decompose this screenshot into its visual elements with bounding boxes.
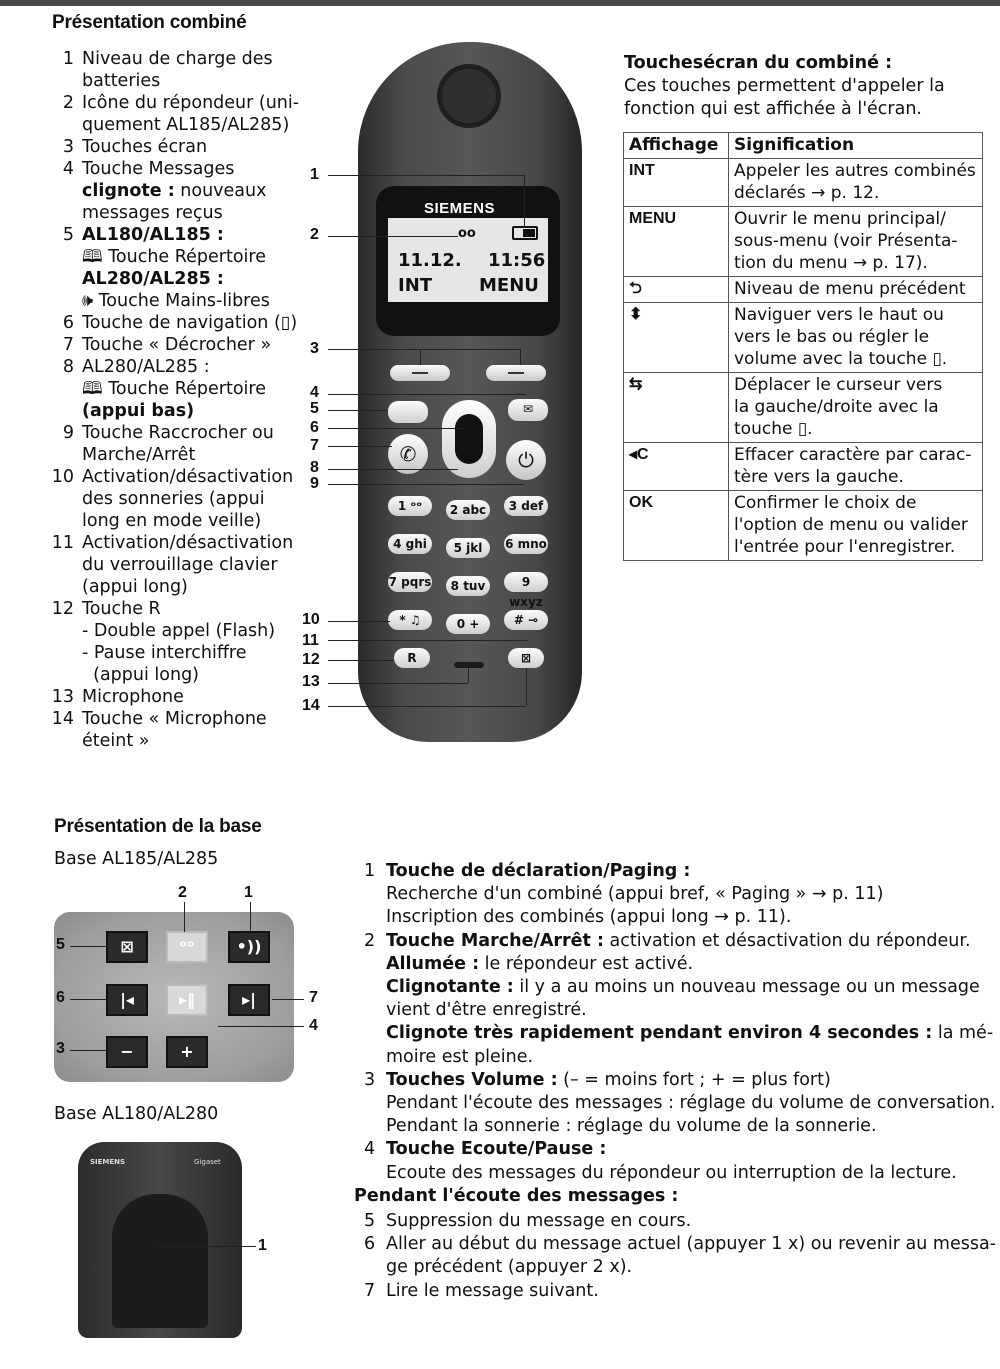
callout-line — [328, 428, 464, 429]
callout-line — [520, 349, 521, 365]
base-description — [354, 860, 999, 1303]
list-item: 14 Touche « Microphone éteint » — [51, 709, 267, 751]
table-cell: Confirmer le choix de l'option de menu ou valider l'entrée pour l'enregistrer. — [729, 491, 983, 561]
table-row — [624, 443, 983, 491]
left-softkey-button[interactable] — [390, 365, 450, 381]
softkeys-intro-line: Ces touches permettent d'appeler la — [624, 76, 945, 96]
base-callout-6: 6 — [56, 989, 65, 1006]
callout-line — [328, 660, 394, 661]
key-6[interactable]: 6 mno — [504, 534, 548, 554]
callout-line — [328, 446, 392, 447]
callout-line — [328, 394, 526, 395]
base-section-title: Présentation de la base — [54, 816, 262, 837]
key-star[interactable]: * ♫ — [388, 610, 432, 630]
callout-line — [328, 410, 388, 411]
during-playback-heading: Pendant l'écoute des messages : — [354, 1185, 679, 1206]
directory-button[interactable] — [388, 401, 428, 423]
key-9[interactable]: 9 wxyz — [504, 572, 548, 592]
table-cell: Appeler les autres combinés déclarés → p. 12. — [729, 159, 983, 207]
key-4[interactable]: 4 ghi — [388, 534, 432, 554]
base-callout-1: 1 — [244, 884, 253, 901]
call-button[interactable] — [388, 434, 428, 474]
callout-line — [70, 1050, 106, 1051]
column-header: Affichage — [624, 133, 729, 159]
power-icon: ⏻ — [518, 448, 534, 472]
delete-icon: ◂C — [624, 443, 729, 491]
list-item: 6 Aller au début du message actuel (appuyer 1 x) ou revenir au messa- ge précédent (appuyer 2 x). — [364, 1234, 996, 1278]
callout-line — [218, 1026, 304, 1027]
callout-3: 3 — [310, 340, 319, 357]
table-cell: INT — [624, 159, 729, 207]
table-header-row — [624, 133, 983, 159]
table-cell: Niveau de menu précédent — [729, 277, 983, 303]
callout-line — [184, 902, 185, 932]
message-button[interactable] — [508, 399, 548, 421]
base-callout-3: 3 — [56, 1040, 65, 1057]
end-call-button[interactable] — [506, 440, 546, 480]
callout-line — [328, 683, 468, 684]
key-0[interactable]: 0 + — [446, 614, 490, 634]
handset-legend-list — [50, 48, 330, 752]
table-row — [624, 207, 983, 277]
list-item: 3 Touches écran — [62, 137, 208, 157]
key-hash[interactable]: # ⊸ — [504, 610, 548, 630]
mute-button[interactable]: ⊠ — [508, 648, 544, 668]
list-item: 5 AL180/AL185 : 🕮 Touche Répertoire AL280/AL285 : 🕪 Touche Mains-libres — [62, 225, 270, 311]
key-1[interactable]: 1 ᵒᵒ — [388, 496, 432, 516]
battery-icon — [512, 226, 538, 240]
list-item: 12 Touche R - Double appel (Flash) - Pause interchiffre (appui long) — [51, 599, 276, 685]
callout-6: 6 — [310, 419, 319, 436]
softkeys-intro-line: fonction qui est affichée à l'écran. — [624, 99, 922, 119]
next-message-button[interactable]: ▸| — [228, 984, 270, 1016]
base-model-a: Base AL185/AL285 — [54, 849, 219, 869]
list-item: 13 Microphone — [51, 687, 184, 707]
callout-8: 8 — [310, 459, 319, 476]
list-item: 2 Touche Marche/Arrêt : activation et désactivation du répondeur. Allumée : le répondeur est activé. Clignotante : il y a au moins un nouveau message ou un message vient d'être enregistré. Clignote très rapidement pendant environ 4 secondes : la mé- moire est pleine. — [364, 930, 994, 1067]
list-item: 7 Touche « Décrocher » — [62, 335, 272, 355]
callout-line — [328, 706, 526, 707]
phone-icon: ✆ — [399, 442, 417, 466]
key-2[interactable]: 2 abc — [446, 500, 490, 520]
column-header: Signification — [729, 133, 983, 159]
table-row — [624, 491, 983, 561]
microphone — [454, 662, 484, 668]
softkeys-title: Touchesécran du combiné : — [624, 53, 893, 73]
play-pause-button[interactable]: ▸‖ — [166, 984, 208, 1016]
base-callout-5: 5 — [56, 936, 65, 953]
top-bar — [0, 0, 1000, 6]
callout-4: 4 — [310, 384, 319, 401]
key-r[interactable]: R — [394, 648, 430, 668]
callout-line — [70, 999, 106, 1000]
answering-machine-icon: ᴏᴏ — [458, 226, 476, 241]
back-icon: ⮌ — [624, 277, 729, 303]
callout-2: 2 — [310, 226, 319, 243]
callout-line — [420, 349, 421, 365]
display-right-softkey: MENU — [479, 275, 539, 296]
callout-line — [526, 668, 527, 706]
callout-line — [524, 175, 525, 227]
display-left-softkey: INT — [398, 275, 433, 296]
callout-1: 1 — [310, 166, 319, 183]
softkeys-table — [623, 132, 983, 561]
base-callout-2: 2 — [178, 884, 187, 901]
table-cell: Déplacer le curseur vers la gauche/droite avec la touche ▯. — [729, 373, 983, 443]
callout-line — [328, 236, 458, 237]
list-item: 4 Touche Messages clignote : nouveaux messages reçus — [62, 159, 267, 223]
callout-line — [70, 946, 106, 947]
callout-line — [272, 999, 304, 1000]
base-b-model: Gigaset — [194, 1158, 221, 1166]
handset-illustration — [358, 42, 582, 742]
table-row — [624, 303, 983, 373]
earpiece — [437, 64, 501, 128]
callout-13: 13 — [302, 673, 320, 690]
table-row — [624, 277, 983, 303]
softkeys-intro — [624, 52, 945, 121]
callout-9: 9 — [310, 475, 319, 492]
up-down-icon: ⬍ — [624, 303, 729, 373]
paging-button[interactable]: •)) — [228, 931, 270, 963]
callout-7: 7 — [310, 437, 319, 454]
navigation-key[interactable] — [442, 400, 496, 478]
display-date: 11.12. — [398, 250, 462, 271]
list-item: 7 Lire le message suivant. — [364, 1280, 599, 1301]
volume-up-button[interactable]: + — [166, 1036, 208, 1068]
base-b-brand: SIEMENS — [90, 1158, 126, 1166]
base-callout-4: 4 — [309, 1017, 318, 1034]
handset-section-title: Présentation combiné — [52, 12, 247, 33]
list-item: 8 AL280/AL285 : 🕮 Touche Répertoire (appui bas) — [62, 357, 266, 421]
callout-line — [328, 484, 524, 485]
callout-line — [328, 175, 524, 176]
callout-10: 10 — [302, 611, 320, 628]
list-item: 4 Touche Ecoute/Pause : Ecoute des messages du répondeur ou interruption de la lecture. — [364, 1139, 957, 1183]
table-cell: Naviguer vers le haut ou vers le bas ou régler le volume avec la touche ▯. — [729, 303, 983, 373]
callout-line — [468, 668, 469, 683]
list-item: 9 Touche Raccrocher ou Marche/Arrêt — [62, 423, 274, 465]
list-item: 10 Activation/désactivation des sonneries (appui long en mode veille) — [51, 467, 294, 531]
envelope-icon: ✉ — [522, 402, 534, 416]
callout-line — [328, 640, 528, 641]
callout-line — [328, 621, 390, 622]
answering-machine-power-button[interactable]: ᵒᵒ — [166, 931, 208, 963]
table-cell: Ouvrir le menu principal/ sous-menu (voir Présenta- tion du menu → p. 17). — [729, 207, 983, 277]
callout-line — [250, 902, 251, 932]
key-7[interactable]: 7 pqrs — [388, 572, 432, 592]
list-item: 2 Icône du répondeur (uni- quement AL185/AL285) — [62, 93, 300, 135]
list-item: 11 Activation/désactivation du verrouillage clavier (appui long) — [51, 533, 294, 597]
table-cell: OK — [624, 491, 729, 561]
table-cell: Effacer caractère par carac- tère vers la gauche. — [729, 443, 983, 491]
base-model-b: Base AL180/AL280 — [54, 1104, 219, 1124]
list-item: 1 Touche de déclaration/Paging : Recherche d'un combiné (appui bref, « Paging » → p. 11) Inscription des combinés (appui long → p. 11). — [364, 861, 884, 928]
display-time: 11:56 — [488, 250, 546, 271]
key-8[interactable]: 8 tuv — [446, 576, 490, 596]
callout-line — [328, 469, 458, 470]
list-item: 3 Touches Volume : (– = moins fort ; + = plus fort) Pendant l'écoute des messages : réglage du volume de conversation. Pendant la sonnerie : réglage du volume de la sonnerie. — [364, 1069, 996, 1137]
callout-5: 5 — [310, 400, 319, 417]
callout-line — [158, 1246, 256, 1247]
callout-line — [328, 349, 520, 350]
base-b-callout-1: 1 — [258, 1237, 267, 1254]
table-cell: MENU — [624, 207, 729, 277]
list-item: 1 Niveau de charge des batteries — [62, 49, 273, 91]
key-3[interactable]: 3 def — [504, 496, 548, 516]
volume-down-button[interactable]: − — [106, 1036, 148, 1068]
callout-14: 14 — [302, 697, 320, 714]
previous-message-button[interactable]: |◂ — [106, 984, 148, 1016]
delete-message-button[interactable]: ⊠ — [106, 931, 148, 963]
table-row — [624, 159, 983, 207]
list-item: 6 Touche de navigation (▯) — [62, 313, 298, 333]
base-callout-7: 7 — [309, 989, 318, 1006]
table-row — [624, 373, 983, 443]
list-item: 5 Suppression du message en cours. — [364, 1211, 692, 1232]
brand-logo: SIEMENS — [424, 200, 496, 217]
handset-cradle — [112, 1194, 208, 1328]
callout-11: 11 — [302, 632, 319, 649]
right-softkey-button[interactable] — [486, 365, 546, 381]
left-right-icon: ⇆ — [624, 373, 729, 443]
key-5[interactable]: 5 jkl — [446, 538, 490, 558]
callout-12: 12 — [302, 651, 320, 668]
